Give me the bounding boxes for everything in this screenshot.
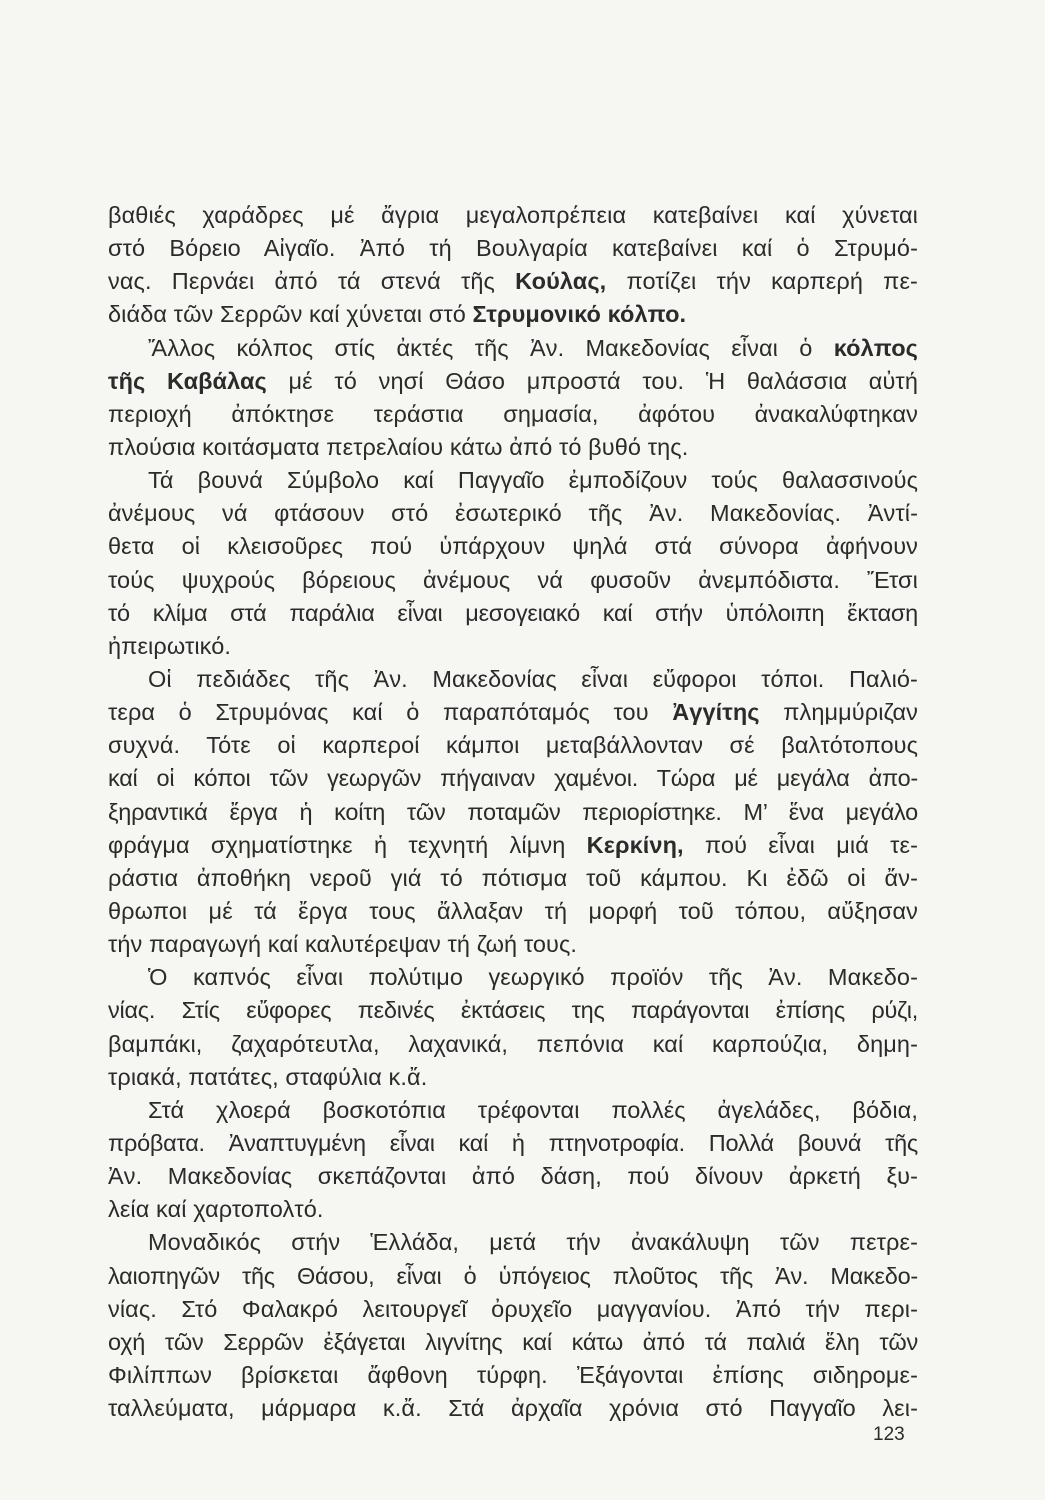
text-line [108, 265, 918, 298]
text-line [108, 232, 918, 265]
text-span: βαμπάκι, ζαχαρότευτλα, λαχανικά, πεπόνια καί καρπούζια, δημη- [108, 1030, 918, 1057]
text-span: Ἀν. Μακεδονίας σκεπάζονται ἀπό δάση, πού δίνουν ἀρκετή ξυ- [108, 1163, 918, 1190]
text-line [108, 895, 918, 928]
text-line [108, 663, 918, 696]
text-line [108, 961, 918, 994]
text-span: καί οἱ κόποι τῶν γεωργῶν πήγαιναν χαμένοι. Τώρα μέ μεγάλα ἀπο- [108, 765, 918, 792]
text-span: τριακά, πατάτες, σταφύλια κ.ἄ. [108, 1063, 428, 1090]
text-line [108, 928, 918, 961]
text-span: Τά βουνά Σύμβολο καί Παγγαῖο ἐμποδίζουν τούς θαλασσινούς [148, 467, 918, 494]
bold-term: κόλπος [833, 334, 918, 361]
bold-term: Κερκίνη, [586, 831, 684, 858]
text-span: Μοναδικός στήν Ἑλλάδα, μετά τήν ἀνακάλυψη τῶν πετρε- [148, 1229, 918, 1256]
text-line [108, 298, 918, 331]
text-span: ποτίζει τήν καρπερή πε- [606, 268, 918, 295]
text-line [108, 1392, 918, 1425]
text-span: ἀνέμους νά φτάσουν στό ἐσωτερικό τῆς Ἀν. Μακεδονίας. Ἀντί- [108, 500, 918, 527]
text-span: διάδα τῶν Σερρῶν καί χύνεται στό [108, 301, 473, 328]
text-span: θετα οἱ κλεισοῦρες πού ὑπάρχουν ψηλά στά σύνορα ἀφήνουν [108, 533, 918, 560]
text-span: Φιλίππων βρίσκεται ἄφθονη τύρφη. Ἐξάγονται ἐπίσης σιδηρομε- [108, 1361, 918, 1388]
text-span: νίας. Στίς εὔφορες πεδινές ἐκτάσεις της παράγονται ἐπίσης ρύζι, [108, 997, 918, 1024]
bold-term: Στρυμονικό κόλπο. [472, 301, 687, 328]
text-line [108, 1127, 918, 1160]
text-span: ξηραντικά ἔργα ἡ κοίτη τῶν ποταμῶν περιορίστηκε. Μ’ ἕνα μεγάλο [108, 798, 918, 825]
text-line [108, 1260, 918, 1293]
text-span: βαθιές χαράδρες μέ ἄγρια μεγαλοπρέπεια κατεβαίνει καί χύνεται [108, 202, 918, 228]
bold-term: τῆς Καβάλας [108, 367, 267, 394]
text-span: φράγμα σχηματίστηκε ἡ τεχνητή λίμνη [108, 831, 587, 858]
body-text [108, 199, 918, 1425]
text-span: τό κλίμα στά παράλια εἶναι μεσογειακό καί στήν ὑπόλοιπη ἔκταση [108, 599, 918, 626]
text-line [108, 597, 918, 630]
text-line [108, 497, 918, 530]
bold-term: Ἀγγίτης [672, 699, 760, 726]
text-line [108, 762, 918, 795]
text-span: νίας. Στό Φαλακρό λειτουργεῖ ὀρυχεῖο μαγγανίου. Ἀπό τήν περι- [108, 1295, 918, 1322]
text-span: στό Βόρειο Αἰγαῖο. Ἀπό τή Βουλγαρία κατεβαίνει καί ὁ Στρυμό- [108, 235, 918, 262]
text-line [108, 332, 918, 365]
text-span: Ἄλλος κόλπος στίς ἀκτές τῆς Ἀν. Μακεδονίας εἶναι ὁ [148, 334, 834, 361]
text-span: Οἱ πεδιάδες τῆς Ἀν. Μακεδονίας εἶναι εὔφοροι τόποι. Παλιό- [148, 665, 918, 692]
text-span: τήν παραγωγή καί καλυτέρεψαν τή ζωή τους. [108, 931, 578, 958]
text-line [108, 696, 918, 729]
text-line [108, 1193, 918, 1226]
text-line [108, 829, 918, 862]
text-span: λαιοπηγῶν τῆς Θάσου, εἶναι ὁ ὑπόγειος πλοῦτος τῆς Ἀν. Μακεδο- [108, 1262, 918, 1289]
text-span: Στά χλοερά βοσκοτόπια τρέφονται πολλές ἀγελάδες, βόδια, [148, 1096, 918, 1123]
text-line [108, 1326, 918, 1359]
text-line [108, 1028, 918, 1061]
text-line [108, 365, 918, 398]
text-line [108, 729, 918, 762]
text-line [108, 1094, 918, 1127]
text-span: νας. Περνάει ἀπό τά στενά τῆς [108, 268, 516, 295]
text-span: θρωποι μέ τά ἔργα τους ἄλλαξαν τή μορφή τοῦ τόπου, αὔξησαν [108, 897, 918, 924]
text-span: ράστια ἀποθήκη νεροῦ γιά τό πότισμα τοῦ κάμπου. Κι ἐδῶ οἱ ἄν- [108, 864, 918, 891]
text-line [108, 1160, 918, 1193]
text-span: μέ τό νησί Θάσο μπροστά του. Ἡ θαλάσσια αὐτή [266, 367, 918, 394]
text-line [108, 199, 918, 232]
text-line [108, 1293, 918, 1326]
text-span: λεία καί χαρτοπολτό. [108, 1196, 324, 1223]
text-span: ἠπειρωτικό. [108, 632, 232, 659]
bold-term: Κούλας, [515, 268, 607, 295]
text-line [108, 862, 918, 895]
text-span: οχή τῶν Σερρῶν ἐξάγεται λιγνίτης καί κάτω ἀπό τά παλιά ἕλη τῶν [108, 1328, 918, 1355]
page-number: 123 [873, 1424, 905, 1445]
text-line [108, 431, 918, 464]
text-span: τούς ψυχρούς βόρειους ἀνέμους νά φυσοῦν ἀνεμπόδιστα. Ἔτσι [108, 566, 918, 593]
text-span: τερα ὁ Στρυμόνας καί ὁ παραπόταμός του [108, 699, 673, 726]
text-span: πλημμύριζαν [759, 699, 918, 726]
text-line [108, 1061, 918, 1094]
text-line [108, 796, 918, 829]
text-line [108, 398, 918, 431]
text-span: πού εἶναι μιά τε- [683, 831, 919, 858]
text-line [108, 564, 918, 597]
text-span: περιοχή ἀπόκτησε τεράστια σημασία, ἀφότου ἀνακαλύφτηκαν [108, 400, 918, 427]
text-span: Ὁ καπνός εἶναι πολύτιμο γεωργικό προϊόν τῆς Ἀν. Μακεδο- [148, 964, 918, 991]
text-line [108, 464, 918, 497]
text-line [108, 530, 918, 563]
text-line [108, 630, 918, 663]
text-span: συχνά. Τότε οἱ καρπεροί κάμποι μεταβάλλονταν σέ βαλτότοπους [108, 732, 918, 759]
text-span: πρόβατα. Ἀναπτυγμένη εἶναι καί ἡ πτηνοτροφία. Πολλά βουνά τῆς [108, 1129, 918, 1156]
text-line [108, 994, 918, 1027]
text-line [108, 1359, 918, 1392]
text-line [108, 1226, 918, 1259]
text-span: ταλλεύματα, μάρμαρα κ.ἄ. Στά ἀρχαῖα χρόνια στό Παγγαῖο λει- [108, 1395, 918, 1422]
text-span: πλούσια κοιτάσματα πετρελαίου κάτω ἀπό τό βυθό της. [108, 433, 689, 460]
